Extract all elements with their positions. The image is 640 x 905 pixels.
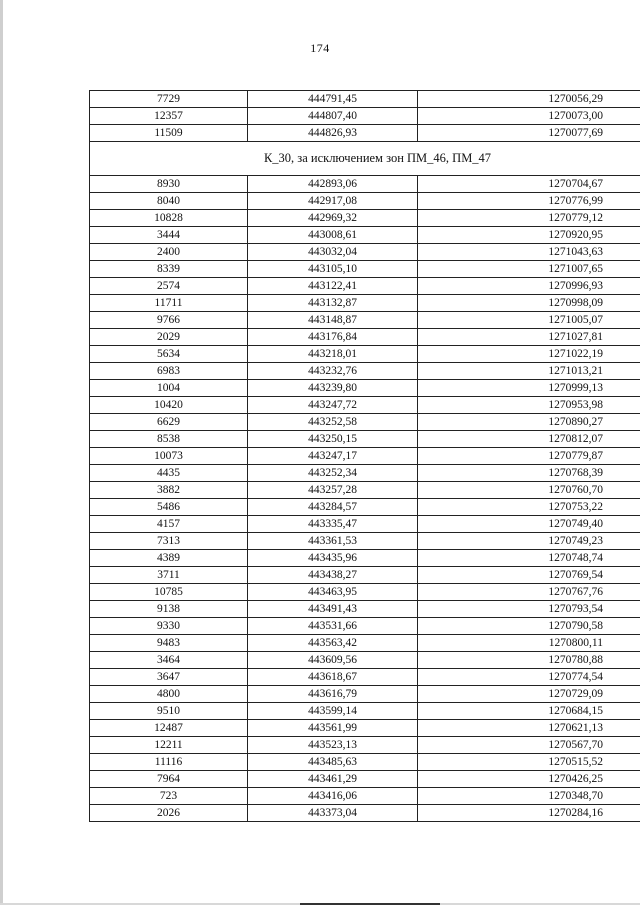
point-id-cell: 10420 [90, 397, 248, 414]
point-id-cell: 5486 [90, 499, 248, 516]
table-row [90, 686, 640, 703]
x-coordinate-cell: 443491,43 [248, 601, 418, 618]
point-id-cell: 4389 [90, 550, 248, 567]
y-coordinate-cell: 1270073,00 [418, 108, 640, 125]
x-coordinate-cell: 443247,72 [248, 397, 418, 414]
x-coordinate-cell: 443132,87 [248, 295, 418, 312]
x-coordinate-cell: 443618,67 [248, 669, 418, 686]
table-body-top [90, 91, 640, 176]
point-id-cell: 3711 [90, 567, 248, 584]
y-coordinate-cell: 1270704,67 [418, 176, 640, 193]
point-id-cell: 11711 [90, 295, 248, 312]
table-row [90, 329, 640, 346]
table-row [90, 482, 640, 499]
x-coordinate-cell: 443232,76 [248, 363, 418, 380]
point-id-cell: 723 [90, 788, 248, 805]
table-row [90, 584, 640, 601]
x-coordinate-cell: 443563,42 [248, 635, 418, 652]
table-row [90, 414, 640, 431]
point-id-cell: 2574 [90, 278, 248, 295]
table-row [90, 261, 640, 278]
table-row [90, 788, 640, 805]
y-coordinate-cell: 1270426,25 [418, 771, 640, 788]
table-row [90, 397, 640, 414]
x-coordinate-cell: 443531,66 [248, 618, 418, 635]
table-row [90, 635, 640, 652]
x-coordinate-cell: 443561,99 [248, 720, 418, 737]
point-id-cell: 9330 [90, 618, 248, 635]
table-row [90, 346, 640, 363]
y-coordinate-cell: 1270753,22 [418, 499, 640, 516]
point-id-cell: 8930 [90, 176, 248, 193]
point-id-cell: 12487 [90, 720, 248, 737]
point-id-cell: 9483 [90, 635, 248, 652]
table-body-main [90, 176, 640, 822]
y-coordinate-cell: 1270056,29 [418, 91, 640, 108]
x-coordinate-cell: 443335,47 [248, 516, 418, 533]
coordinates-table [89, 90, 640, 822]
point-id-cell: 9138 [90, 601, 248, 618]
y-coordinate-cell: 1270998,09 [418, 295, 640, 312]
point-id-cell: 12357 [90, 108, 248, 125]
point-id-cell: 9510 [90, 703, 248, 720]
x-coordinate-cell: 443257,28 [248, 482, 418, 499]
x-coordinate-cell: 443523,13 [248, 737, 418, 754]
x-coordinate-cell: 443361,53 [248, 533, 418, 550]
y-coordinate-cell: 1270769,54 [418, 567, 640, 584]
y-coordinate-cell: 1270780,88 [418, 652, 640, 669]
x-coordinate-cell: 443176,84 [248, 329, 418, 346]
point-id-cell: 10073 [90, 448, 248, 465]
table-row [90, 669, 640, 686]
point-id-cell: 6629 [90, 414, 248, 431]
table-row [90, 754, 640, 771]
table-row [90, 516, 640, 533]
section-header-row [90, 142, 640, 176]
table-row [90, 567, 640, 584]
section-title: К_30, за исключением зон ПМ_46, ПМ_47 [90, 142, 640, 176]
x-coordinate-cell: 443218,01 [248, 346, 418, 363]
y-coordinate-cell: 1270790,58 [418, 618, 640, 635]
point-id-cell: 2029 [90, 329, 248, 346]
y-coordinate-cell: 1271043,63 [418, 244, 640, 261]
point-id-cell: 3464 [90, 652, 248, 669]
y-coordinate-cell: 1270999,13 [418, 380, 640, 397]
y-coordinate-cell: 1270749,40 [418, 516, 640, 533]
point-id-cell: 7313 [90, 533, 248, 550]
table-row [90, 125, 640, 142]
point-id-cell: 3882 [90, 482, 248, 499]
y-coordinate-cell: 1270793,54 [418, 601, 640, 618]
point-id-cell: 7729 [90, 91, 248, 108]
y-coordinate-cell: 1270077,69 [418, 125, 640, 142]
point-id-cell: 2026 [90, 805, 248, 822]
table-row [90, 465, 640, 482]
point-id-cell: 10828 [90, 210, 248, 227]
y-coordinate-cell: 1270779,87 [418, 448, 640, 465]
table-row [90, 601, 640, 618]
point-id-cell: 1004 [90, 380, 248, 397]
y-coordinate-cell: 1270779,12 [418, 210, 640, 227]
table-row [90, 91, 640, 108]
y-coordinate-cell: 1271027,81 [418, 329, 640, 346]
x-coordinate-cell: 443239,80 [248, 380, 418, 397]
table-row [90, 805, 640, 822]
y-coordinate-cell: 1270774,54 [418, 669, 640, 686]
table-row [90, 108, 640, 125]
point-id-cell: 11116 [90, 754, 248, 771]
table-row [90, 618, 640, 635]
x-coordinate-cell: 443008,61 [248, 227, 418, 244]
table-row [90, 550, 640, 567]
x-coordinate-cell: 443252,34 [248, 465, 418, 482]
x-coordinate-cell: 443463,95 [248, 584, 418, 601]
point-id-cell: 8538 [90, 431, 248, 448]
point-id-cell: 8040 [90, 193, 248, 210]
point-id-cell: 12211 [90, 737, 248, 754]
y-coordinate-cell: 1270760,70 [418, 482, 640, 499]
x-coordinate-cell: 443485,63 [248, 754, 418, 771]
y-coordinate-cell: 1270729,09 [418, 686, 640, 703]
x-coordinate-cell: 443438,27 [248, 567, 418, 584]
y-coordinate-cell: 1270776,99 [418, 193, 640, 210]
x-coordinate-cell: 443148,87 [248, 312, 418, 329]
scan-edge [0, 0, 3, 905]
point-id-cell: 9766 [90, 312, 248, 329]
x-coordinate-cell: 443122,41 [248, 278, 418, 295]
x-coordinate-cell: 444807,40 [248, 108, 418, 125]
y-coordinate-cell: 1270621,13 [418, 720, 640, 737]
point-id-cell: 3647 [90, 669, 248, 686]
y-coordinate-cell: 1271013,21 [418, 363, 640, 380]
table-row [90, 295, 640, 312]
y-coordinate-cell: 1270800,11 [418, 635, 640, 652]
x-coordinate-cell: 443252,58 [248, 414, 418, 431]
y-coordinate-cell: 1270749,23 [418, 533, 640, 550]
x-coordinate-cell: 443461,29 [248, 771, 418, 788]
y-coordinate-cell: 1270812,07 [418, 431, 640, 448]
table-row [90, 720, 640, 737]
table-row [90, 499, 640, 516]
y-coordinate-cell: 1270684,15 [418, 703, 640, 720]
y-coordinate-cell: 1271005,07 [418, 312, 640, 329]
x-coordinate-cell: 442969,32 [248, 210, 418, 227]
y-coordinate-cell: 1270284,16 [418, 805, 640, 822]
x-coordinate-cell: 443416,06 [248, 788, 418, 805]
point-id-cell: 4157 [90, 516, 248, 533]
point-id-cell: 4435 [90, 465, 248, 482]
point-id-cell: 7964 [90, 771, 248, 788]
x-coordinate-cell: 443599,14 [248, 703, 418, 720]
y-coordinate-cell: 1270768,39 [418, 465, 640, 482]
point-id-cell: 2400 [90, 244, 248, 261]
y-coordinate-cell: 1270748,74 [418, 550, 640, 567]
table-row [90, 431, 640, 448]
x-coordinate-cell: 443247,17 [248, 448, 418, 465]
y-coordinate-cell: 1270920,95 [418, 227, 640, 244]
x-coordinate-cell: 444826,93 [248, 125, 418, 142]
y-coordinate-cell: 1270767,76 [418, 584, 640, 601]
x-coordinate-cell: 443250,15 [248, 431, 418, 448]
table-row [90, 737, 640, 754]
point-id-cell: 11509 [90, 125, 248, 142]
table-row [90, 703, 640, 720]
table-row [90, 771, 640, 788]
y-coordinate-cell: 1270348,70 [418, 788, 640, 805]
x-coordinate-cell: 443609,56 [248, 652, 418, 669]
point-id-cell: 5634 [90, 346, 248, 363]
x-coordinate-cell: 442893,06 [248, 176, 418, 193]
x-coordinate-cell: 443616,79 [248, 686, 418, 703]
point-id-cell: 3444 [90, 227, 248, 244]
y-coordinate-cell: 1271007,65 [418, 261, 640, 278]
table-row [90, 363, 640, 380]
point-id-cell: 10785 [90, 584, 248, 601]
table-row [90, 380, 640, 397]
y-coordinate-cell: 1270890,27 [418, 414, 640, 431]
table-row [90, 533, 640, 550]
page-number: 174 [310, 41, 330, 55]
x-coordinate-cell: 443435,96 [248, 550, 418, 567]
y-coordinate-cell: 1270953,98 [418, 397, 640, 414]
table-row [90, 312, 640, 329]
x-coordinate-cell: 443032,04 [248, 244, 418, 261]
table-row [90, 193, 640, 210]
x-coordinate-cell: 442917,08 [248, 193, 418, 210]
y-coordinate-cell: 1271022,19 [418, 346, 640, 363]
table-row [90, 227, 640, 244]
x-coordinate-cell: 443284,57 [248, 499, 418, 516]
table-row [90, 176, 640, 193]
y-coordinate-cell: 1270515,52 [418, 754, 640, 771]
y-coordinate-cell: 1270567,70 [418, 737, 640, 754]
table-row [90, 210, 640, 227]
point-id-cell: 8339 [90, 261, 248, 278]
point-id-cell: 4800 [90, 686, 248, 703]
x-coordinate-cell: 443373,04 [248, 805, 418, 822]
x-coordinate-cell: 444791,45 [248, 91, 418, 108]
table-row [90, 448, 640, 465]
point-id-cell: 6983 [90, 363, 248, 380]
y-coordinate-cell: 1270996,93 [418, 278, 640, 295]
table-row [90, 652, 640, 669]
x-coordinate-cell: 443105,10 [248, 261, 418, 278]
table-row [90, 278, 640, 295]
table-row [90, 244, 640, 261]
